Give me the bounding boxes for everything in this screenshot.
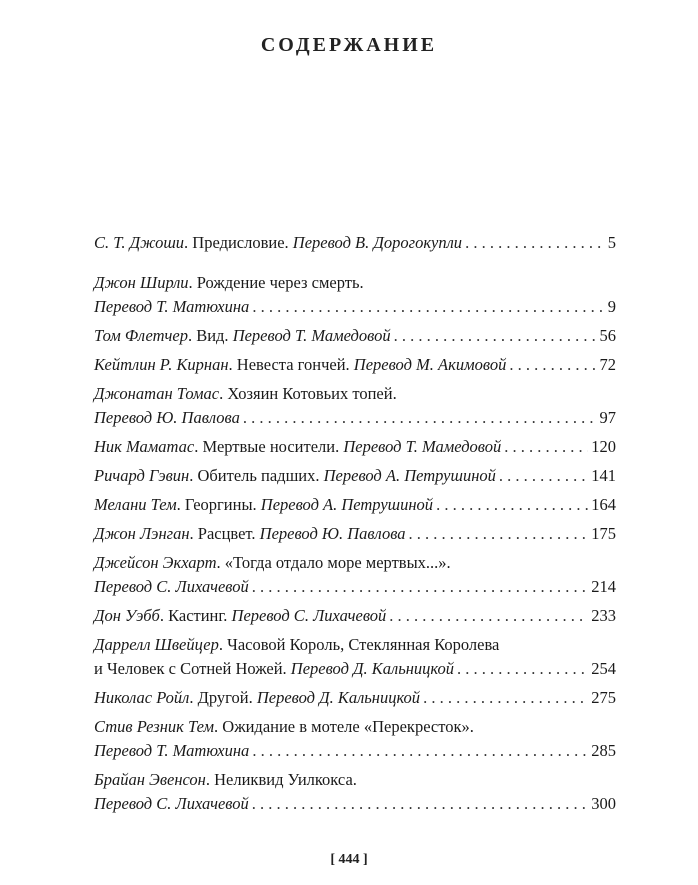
entry-title: Вид.: [196, 326, 229, 345]
entry-title: Ожидание в мотеле «Перекресток».: [222, 717, 474, 736]
entry-title: Рождение через смерть.: [196, 273, 364, 292]
entry-translator: Перевод Ю. Павлова: [259, 524, 406, 543]
entry-translator: Перевод Ю. Павлова: [94, 408, 240, 427]
entry-author: Джон Ширли: [94, 273, 189, 292]
entry-title: «Тогда отдало море мертвых...».: [224, 553, 451, 572]
entry-page: 300: [591, 794, 616, 813]
entry-page: 254: [591, 659, 616, 678]
entry-page: 72: [599, 355, 616, 374]
toc-entry: [94, 353, 616, 377]
toc-line: Брайан Эвенсон. Неликвид Уилкокса.: [94, 770, 357, 789]
entry-author: Дон Уэбб: [94, 606, 160, 625]
leader-dots: [504, 435, 588, 459]
leader-dots: [389, 604, 588, 628]
toc-entry: [94, 715, 616, 763]
entry-author: Том Флетчер: [94, 326, 188, 345]
toc-line: [94, 295, 616, 319]
entry-title: Невеста гончей.: [236, 355, 350, 374]
entry-title: Георгины.: [184, 495, 257, 514]
entry-page: 275: [591, 688, 616, 707]
toc-line: [94, 406, 616, 430]
toc-entry: [94, 522, 616, 546]
entry-author: Даррелл Швейцер: [94, 635, 219, 654]
entry-title: Обитель падших.: [197, 466, 320, 485]
leader-dots: [465, 231, 605, 255]
entry-translator: Перевод Т. Матюхина: [94, 741, 250, 760]
page-number-footer: [ 444 ]: [330, 852, 368, 867]
entry-author: Кейтлин Р. Кирнан: [94, 355, 229, 374]
entry-title-continued: и Человек с Сотней Ножей.: [94, 659, 287, 678]
entry-page: 9: [607, 297, 616, 316]
entry-page: 97: [599, 408, 616, 427]
entry-author: Николас Ройл: [94, 688, 190, 707]
toc-line: [94, 657, 616, 681]
entry-page: 141: [591, 466, 616, 485]
toc-line: Кейтлин Р. Кирнан. Невеста гончей. Перевод М. Акимовой . . . 72: [94, 353, 616, 377]
toc-entry: [94, 435, 616, 459]
toc-entry: [94, 604, 616, 628]
entry-translator: Перевод В. Дорогокупли: [292, 233, 463, 252]
toc-line: Ричард Гэвин. Обитель падших. Перевод А. Петрушиной . . . 141: [94, 464, 616, 488]
entry-page: 5: [607, 233, 616, 252]
toc-line: С. Т. Джоши. Предисловие. Перевод В. Дорогокупли . . . 5: [94, 231, 616, 255]
entry-page: 56: [599, 326, 616, 345]
toc-line: Николас Ройл. Другой. Перевод Д. Кальницкой . . . 275: [94, 686, 616, 710]
leader-dots: [252, 575, 589, 599]
toc-line: Ник Маматас. Мертвые носители. Перевод Т. Мамедовой . . . 120: [94, 435, 616, 459]
entry-author: Джон Лэнган: [94, 524, 190, 543]
entry-translator: Перевод Т. Мамедовой: [232, 326, 391, 345]
toc-line: [94, 575, 616, 599]
entry-author: С. Т. Джоши: [94, 233, 185, 252]
leader-dots: [409, 522, 589, 546]
toc-line: [94, 792, 616, 816]
leader-dots: [509, 353, 596, 377]
toc-entry: [94, 768, 616, 816]
toc-entry: [94, 324, 616, 348]
entry-title: Предисловие.: [192, 233, 289, 252]
toc-line: Стив Резник Тем. Ожидание в мотеле «Перекресток».: [94, 717, 474, 736]
toc-line: Джон Лэнган. Расцвет. Перевод Ю. Павлова . . . 175: [94, 522, 616, 546]
entry-translator: Перевод М. Акимовой: [353, 355, 507, 374]
toc-line: Дон Уэбб. Кастинг. Перевод С. Лихачевой . . . 233: [94, 604, 616, 628]
toc-entry: [94, 633, 616, 681]
toc-entry: [94, 382, 616, 430]
entry-title: Другой.: [197, 688, 253, 707]
entry-author: Джонатан Томас: [94, 384, 220, 403]
toc-entry: [94, 686, 616, 710]
toc-line: [94, 739, 616, 763]
entry-title: Расцвет.: [197, 524, 256, 543]
entry-translator: Перевод Т. Матюхина: [94, 297, 250, 316]
entry-author: Мелани Тем: [94, 495, 177, 514]
leader-dots: [252, 739, 588, 763]
leader-dots: [457, 657, 588, 681]
entry-title: Хозяин Котовьих топей.: [227, 384, 397, 403]
toc-line: Джон Ширли. Рождение через смерть.: [94, 273, 364, 292]
toc-entry: [94, 493, 616, 517]
toc-line: Даррелл Швейцер. Часовой Король, Стеклянная Королева: [94, 635, 500, 654]
entry-title: Мертвые носители.: [202, 437, 340, 456]
entry-title: Кастинг.: [168, 606, 228, 625]
entry-translator: Перевод Д. Кальницкой: [290, 659, 454, 678]
entry-title: Неликвид Уилкокса.: [214, 770, 357, 789]
entry-author: Джейсон Экхарт: [94, 553, 217, 572]
toc-line: Том Флетчер. Вид. Перевод Т. Мамедовой . . . 56: [94, 324, 616, 348]
toc-entry: [94, 271, 616, 319]
entry-title: Часовой Король, Стеклянная Королева: [227, 635, 500, 654]
entry-author: Стив Резник Тем: [94, 717, 215, 736]
entry-translator: Перевод А. Петрушиной: [323, 466, 496, 485]
entry-translator: Перевод С. Лихачевой: [94, 794, 249, 813]
table-of-contents: [94, 231, 616, 821]
leader-dots: [252, 295, 604, 319]
toc-entry: [94, 464, 616, 488]
entry-translator: Перевод С. Лихачевой: [94, 577, 249, 596]
leader-dots: [499, 464, 588, 488]
leader-dots: [436, 493, 588, 517]
toc-entry: [94, 551, 616, 599]
entry-author: Брайан Эвенсон: [94, 770, 206, 789]
leader-dots: [252, 792, 589, 816]
entry-page: 214: [591, 577, 616, 596]
entry-translator: Перевод Д. Кальницкой: [256, 688, 421, 707]
entry-page: 285: [591, 741, 616, 760]
entry-page: 120: [591, 437, 616, 456]
entry-page: 175: [591, 524, 616, 543]
entry-translator: Перевод Т. Мамедовой: [343, 437, 502, 456]
leader-dots: [423, 686, 588, 710]
leader-dots: [394, 324, 597, 348]
entry-translator: Перевод А. Петрушиной: [260, 495, 434, 514]
leader-dots: [243, 406, 597, 430]
page-title: СОДЕРЖАНИЕ: [260, 34, 438, 56]
entry-page: 164: [591, 495, 616, 514]
entry-author: Ник Маматас: [94, 437, 195, 456]
toc-line: Джонатан Томас. Хозяин Котовьих топей.: [94, 384, 397, 403]
toc-line: Мелани Тем. Георгины. Перевод А. Петрушиной . . . 164: [94, 493, 616, 517]
toc-entry: [94, 231, 616, 255]
toc-line: Джейсон Экхарт. «Тогда отдало море мертвых...».: [94, 553, 451, 572]
entry-translator: Перевод С. Лихачевой: [231, 606, 387, 625]
entry-author: Ричард Гэвин: [94, 466, 190, 485]
entry-page: 233: [591, 606, 616, 625]
